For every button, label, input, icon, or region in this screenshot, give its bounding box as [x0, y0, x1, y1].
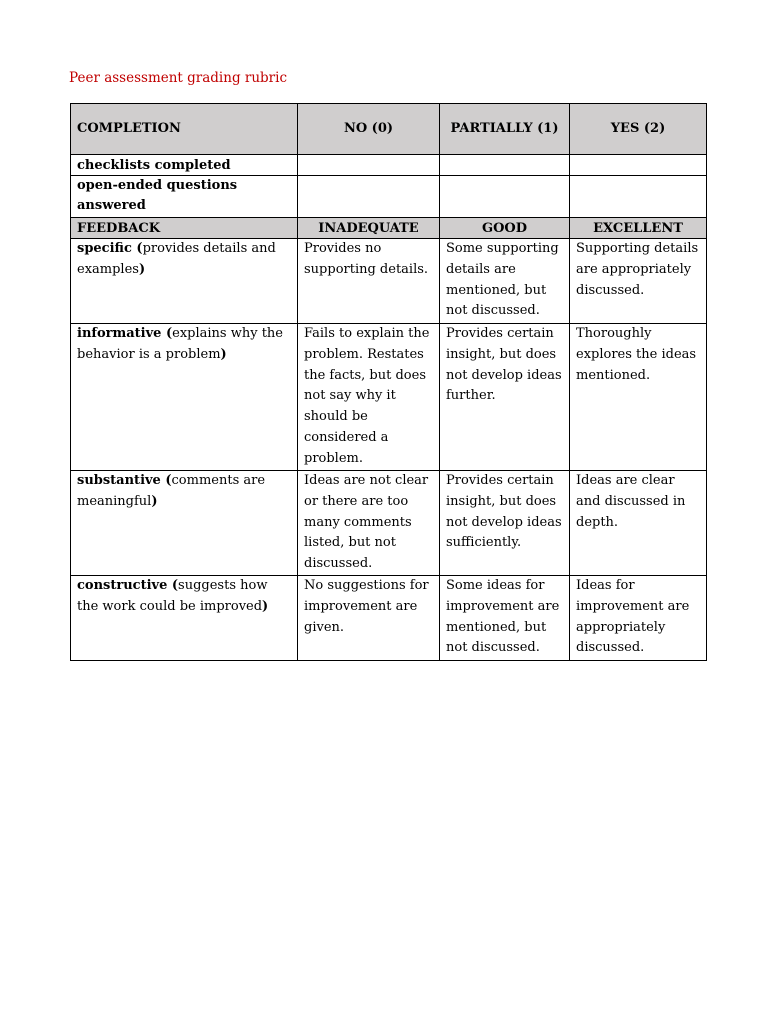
completion-no-cell: [298, 155, 440, 176]
inadequate-cell: Fails to explain the problem. Restates the facts, but does not say why it should be considered a problem.: [298, 324, 440, 471]
feedback-criterion: [71, 576, 298, 661]
excellent-cell: Ideas are clear and discussed in depth.: [570, 471, 707, 576]
criterion-paren-close: ): [138, 261, 146, 277]
criterion-paren-close: ): [220, 346, 227, 362]
good-cell: Provides certain insight, but does not develop ideas further.: [440, 324, 570, 471]
criterion-paren-open: (: [131, 241, 143, 256]
criterion-paren-open: (: [160, 473, 172, 488]
good-header: GOOD: [440, 218, 570, 239]
rubric-table: [70, 103, 707, 661]
criterion-term: constructive: [77, 578, 168, 593]
excellent-cell: Ideas for improvement are appropriately discussed.: [570, 576, 707, 661]
criterion-paren-close: ): [262, 598, 269, 614]
criterion-paren-close: ): [151, 493, 158, 509]
good-cell: Some supporting details are mentioned, but not discussed.: [440, 239, 570, 324]
completion-no-cell: [298, 176, 440, 218]
inadequate-cell: No suggestions for improvement are given.: [298, 576, 440, 661]
criterion-definition: comments are meaningful: [77, 473, 266, 509]
feedback-criterion: [71, 239, 298, 324]
criterion-definition: suggests how the work could be improved: [77, 578, 268, 614]
inadequate-header: INADEQUATE: [298, 218, 440, 239]
no-header: NO (0): [298, 104, 440, 155]
feedback-row-informative: [71, 324, 707, 471]
good-cell: Some ideas for improvement are mentioned, but not discussed.: [440, 576, 570, 661]
feedback-header-row: [71, 218, 707, 239]
criterion-term: informative: [77, 326, 162, 341]
criterion-definition: explains why the behavior is a problem: [77, 326, 283, 362]
feedback-row-substantive: [71, 471, 707, 576]
completion-yes-cell: [570, 176, 707, 218]
completion-header: COMPLETION: [71, 104, 298, 155]
partially-header: PARTIALLY (1): [440, 104, 570, 155]
good-cell: Provides certain insight, but does not develop ideas sufficiently.: [440, 471, 570, 576]
completion-criterion: open-ended questions answered: [71, 176, 298, 218]
completion-partially-cell: [440, 176, 570, 218]
excellent-cell: Thoroughly explores the ideas mentioned.: [570, 324, 707, 471]
completion-yes-cell: [570, 155, 707, 176]
feedback-criterion: [71, 471, 298, 576]
excellent-cell: Supporting details are appropriately discussed.: [570, 239, 707, 324]
criterion-paren-open: (: [161, 326, 173, 341]
feedback-row-constructive: [71, 576, 707, 661]
criterion-paren-open: (: [167, 578, 179, 593]
feedback-header: FEEDBACK: [71, 218, 298, 239]
excellent-header: EXCELLENT: [570, 218, 707, 239]
completion-header-row: [71, 104, 707, 155]
inadequate-cell: Ideas are not clear or there are too many comments listed, but not discussed.: [298, 471, 440, 576]
completion-row-questions: [71, 176, 707, 218]
criterion-term: specific: [77, 241, 132, 256]
criterion-definition: provides details and examples: [77, 241, 276, 277]
inadequate-cell: Provides no supporting details.: [298, 239, 440, 324]
feedback-criterion: [71, 324, 298, 471]
feedback-row-specific: [71, 239, 707, 324]
completion-criterion: checklists completed: [71, 155, 298, 176]
completion-partially-cell: [440, 155, 570, 176]
yes-header: YES (2): [570, 104, 707, 155]
document-title: Peer assessment grading rubric: [69, 70, 288, 86]
completion-row-checklists: [71, 155, 707, 176]
criterion-term: substantive: [77, 473, 161, 488]
